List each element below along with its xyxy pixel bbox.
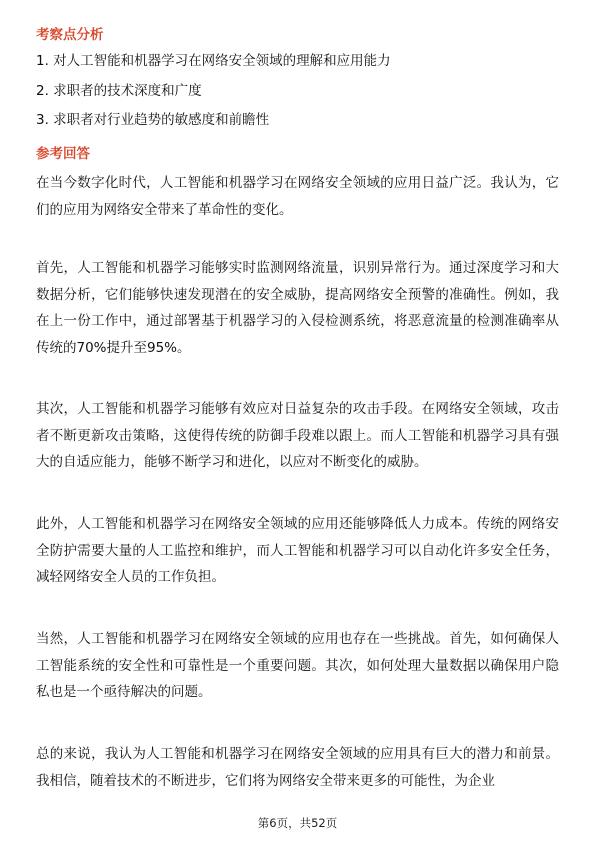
paragraph-additionally: 此外，人工智能和机器学习在网络安全领域的应用还能够降低人力成本。传统的网络安全防护需要大量的人工监控和维护，而人工智能和机器学习可以自动化许多安全任务，减轻网络安全人员的工作负担。 <box>36 516 559 586</box>
list-item-2: 2. 求职者的技术深度和广度 <box>36 83 202 99</box>
paragraph-challenges: 当然，人工智能和机器学习在网络安全领域的应用也存在一些挑战。首先，如何确保人工智能系统的安全性和可靠性是一个重要问题。其次，如何处理大量数据以确保用户隐私也是一个亟待解决的问题。 <box>36 631 559 701</box>
list-item-1: 1. 对人工智能和机器学习在网络安全领域的理解和应用能力 <box>36 53 391 69</box>
section-heading-analysis: 考察点分析 <box>36 27 104 43</box>
paragraph-second: 其次，人工智能和机器学习能够有效应对日益复杂的攻击手段。在网络安全领域，攻击者不断更新攻击策略，这使得传统的防御手段难以跟上。而人工智能和机器学习具有强大的自适应能力，能够不断学习和进化，以应对不断变化的威胁。 <box>36 401 559 471</box>
paragraph-first: 首先，人工智能和机器学习能够实时监测网络流量，识别异常行为。通过深度学习和大数据分析，它们能够快速发现潜在的安全威胁，提高网络安全预警的准确性。例如，我在上一份工作中，通过部署基于机器学习的入侵检测系统，将恶意流量的检测准确率从传统的70%提升至95%。 <box>36 260 559 356</box>
section-heading-answer: 参考回答 <box>36 146 90 162</box>
paragraph-intro: 在当今数字化时代，人工智能和机器学习在网络安全领域的应用日益广泛。我认为，它们的应用为网络安全带来了革命性的变化。 <box>36 175 559 218</box>
paragraph-summary: 总的来说，我认为人工智能和机器学习在网络安全领域的应用具有巨大的潜力和前景。我相信，随着技术的不断进步，它们将为网络安全带来更多的可能性，为企业 <box>36 746 559 789</box>
list-item-3: 3. 求职者对行业趋势的敏感度和前瞻性 <box>36 112 270 128</box>
page-number: 第6页，共52页 <box>257 816 338 830</box>
